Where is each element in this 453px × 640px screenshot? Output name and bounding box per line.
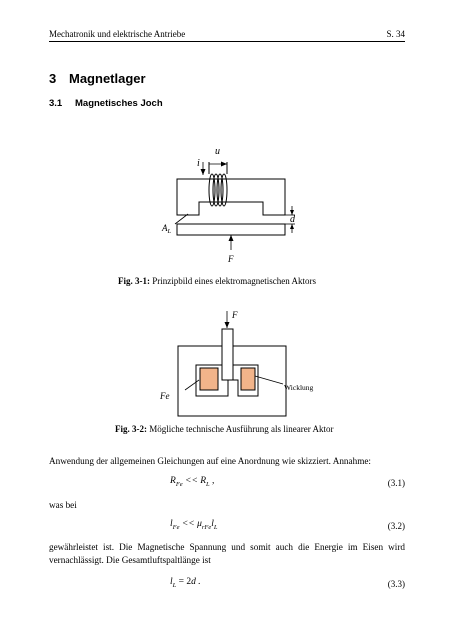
label-fe: Fe (160, 391, 170, 401)
current-arrow-head (201, 169, 206, 175)
figure2-caption-label: Fig. 3-2: (115, 424, 147, 434)
equation-3-3: $l_L = 2d$ . (170, 577, 201, 589)
paragraph-magnetic-tension: gewährleistet ist. Die Magnetische Spannung und somit auch die Energie im Eisen wird vernachlässigt. Die Gesamtluftspaltlänge ist (49, 542, 405, 565)
yoke-core (177, 179, 285, 215)
paragraph-application: Anwendung der allgemeinen Gleichungen auf eine Anordnung wie skizziert. Annahme: (49, 456, 371, 466)
label-area (161, 223, 172, 235)
label-i: i (197, 158, 200, 169)
section-number: 3.1 (49, 98, 63, 109)
equation-number-3-1: (3.1) (387, 478, 405, 488)
chapter-title: Magnetlager (69, 71, 146, 86)
winding-right (241, 368, 255, 390)
equation-number-3-2: (3.2) (387, 521, 405, 531)
section-title: Magnetisches Joch (75, 98, 163, 109)
equation-3-2: $l_{Fe} << \mu_{rFe}l_L$ (170, 519, 218, 531)
equation-3-1: $R_{Fe} << R_L$ , (170, 476, 215, 488)
label-d: d (290, 214, 295, 225)
force-arrow-2-head (225, 322, 230, 328)
figure1-caption (118, 276, 316, 286)
armature-plate (177, 224, 285, 235)
label-area-main: A (162, 223, 168, 233)
text-was-bei: was bei (49, 500, 77, 510)
figure2-caption-text: Mögliche technische Ausführung als linearer Aktor (147, 424, 334, 434)
figure2-caption (115, 424, 333, 434)
figure-linear-actuator (0, 300, 453, 420)
plunger (222, 329, 233, 380)
winding-left (200, 368, 218, 390)
label-winding: Wicklung (284, 383, 314, 392)
label-force-2: F (232, 310, 238, 320)
figure-yoke-principle (0, 0, 453, 290)
page-number: S. 34 (386, 29, 405, 39)
label-force: F (228, 254, 234, 264)
voltage-arrow-head (221, 162, 227, 167)
figure1-caption-text: Prinzipbild eines elektromagnetischen Aktors (150, 276, 316, 286)
label-area-sub: L (167, 228, 172, 235)
running-header-title: Mechatronik und elektrische Antriebe (49, 29, 186, 39)
figure1-caption-label: Fig. 3-1: (118, 276, 150, 286)
chapter-number: 3 (49, 71, 57, 86)
label-u: u (215, 146, 220, 157)
equation-number-3-3: (3.3) (387, 579, 405, 589)
force-arrow-head (229, 235, 234, 241)
